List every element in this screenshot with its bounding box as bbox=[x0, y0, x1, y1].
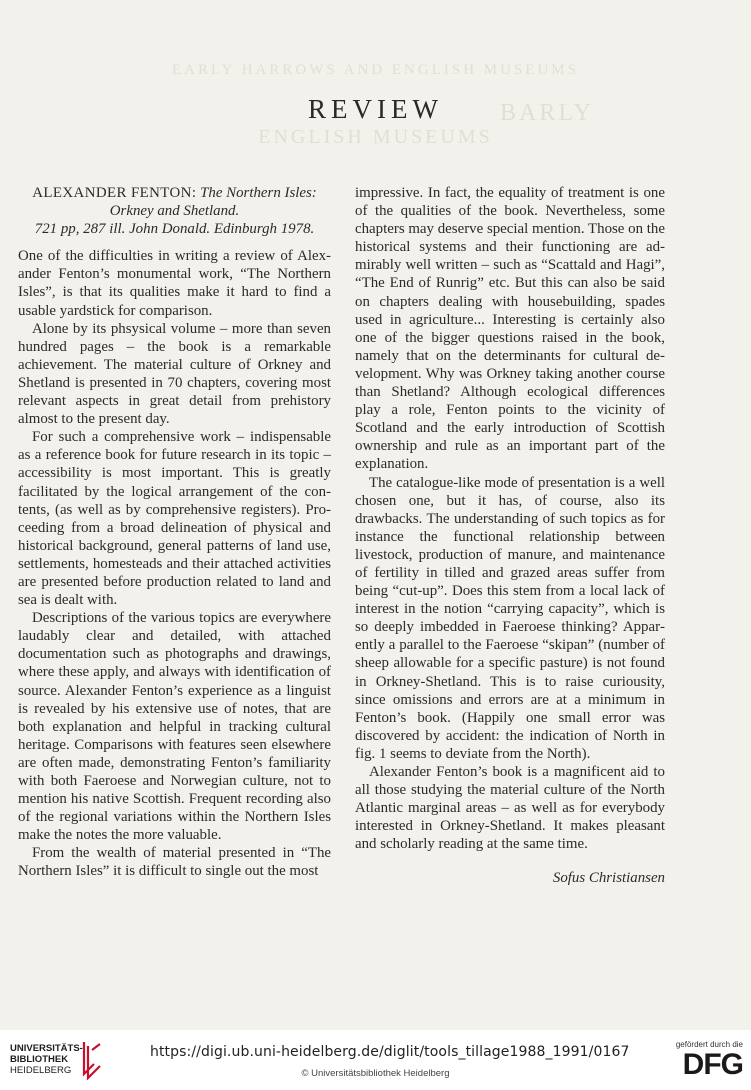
funding-note: gefördert durch die bbox=[675, 1040, 743, 1049]
show-through-text: EARLY HARROWS AND ENGLISH MUSEUMS bbox=[172, 62, 579, 78]
show-through-text: ENGLISH MUSEUMS bbox=[258, 126, 493, 148]
citation-details: 721 pp, 287 ill. John Donald. Edinburgh 1978. bbox=[34, 221, 315, 238]
library-name-line: UNIVERSITÄTS- bbox=[10, 1043, 83, 1054]
paragraph: One of the difficulties in writing a review of Alexander Fenton’s monumental work, “The Northern Isles”, is that its qualities make it hard to find a usable yardstick for comparison. bbox=[18, 248, 331, 319]
paragraph: The catalogue-like mode of presentation is a well chosen one, but it has, of course, also its drawbacks. The understanding of such topics as for instance the functional relationship between livestock, production of manure, and maintenance of fertility in tilled and grazed areas suffer from being “cut-up”. Does this stem from a local lack of interest in the notion “carrying capacity”, which is so deeply imbedded in Faeroese thinking? Apparently a parallel to the Faeroese “skipan” (number of sheep allowable for a specific pasture) is not found in Orkney-Shetland. This is to raise curiousity, since omissions and errors are at a minimum in Fenton’s book. (Happily one small error was discovered by accident: the indication of North in fig. 1 seems to deviate from the North). bbox=[355, 474, 665, 762]
copyright-notice: © Universitätsbibliothek Heidelberg bbox=[301, 1068, 450, 1079]
paragraph: Descriptions of the various topics are everywhere laudably clear and detailed, with attached documentation such as photographs and drawings, where these apply, and always with identification of source. Alexander Fenton’s experience as a linguist is revealed by his extensive use of notes, that are both explanation and helpful in tracking cultural heritage. Comparisons with features seen elsewhere are often made, demonstrating Fenton’s familiarity with both Faeroese and Norwegian culture, not to mention his native Scottish. Frequent recording also of the regional variations within the Northern Isles make the notes the more valuable. bbox=[18, 610, 331, 844]
paragraph: For such a comprehensive work – indispensable as a reference book for future research in its topic – accessibility is most important. This is greatly facilitated by the logical arrangement of the contents, (as well as by comprehensive registers). Proceeding from a broad delineation of physical and historical background, general patterns of land use, settlements, homesteads and their attached activities are presented before production related to land and sea is dealt with. bbox=[18, 429, 331, 609]
left-column bbox=[18, 184, 331, 881]
viewer-footer bbox=[0, 1030, 751, 1090]
citation-author: ALEXANDER FENTON: bbox=[32, 185, 197, 201]
library-name-line: HEIDELBERG bbox=[10, 1065, 72, 1076]
citation-subtitle: Orkney and Shetland. bbox=[109, 203, 240, 220]
paragraph: Alone by its phsysical volume – more than seven hundred pages – the book is a remarkable achievement. The material culture of Orkney and Shetland is presented in 70 chapters, covering most relevant aspects in great detail from prehistory almost to the present day. bbox=[18, 320, 331, 428]
book-citation bbox=[18, 184, 331, 238]
right-column bbox=[355, 184, 665, 888]
dfg-logo-text: DFG bbox=[682, 1048, 743, 1081]
paragraph: impressive. In fact, the equality of treatment is one of the qualities of the book. Nevertheless, some chapters may deserve special mention. Those on the historical systems and their functioning are admirably well written – such as “Scattald and Hagi”, “The End of Runrig” etc. But this can also be said on chapters dealing with housebuilding, spades used in agriculture... Interesting is certainly also one of the bigger questions raised in the book, namely that on the determinants for cultural development. Why was Orkney taking another course than Shetland? Although ecological differences play a role, Fenton points to the vicinity of Scotland and the early introduction of Scottish ownership and rule as an important part of the explanation. bbox=[355, 185, 665, 473]
reviewer-signature: Sofus Christiansen bbox=[552, 870, 665, 887]
funder-logo[interactable] bbox=[663, 1040, 743, 1081]
page-title: REVIEW bbox=[308, 94, 443, 124]
citation-title: The Northern Isles: bbox=[200, 185, 317, 201]
paragraph: From the wealth of material presented in “The Northern Isles” it is difficult to single out the most bbox=[18, 845, 331, 880]
library-name-line: BIBLIOTHEK bbox=[10, 1054, 69, 1065]
show-through-text: BARLY bbox=[500, 100, 594, 126]
paragraph: Alexander Fenton’s book is a magnificent aid to all those studying the material culture of the North Atlantic marginal areas – as well as for everybody interested in Orkney-Shetland. It makes pleasant and scholarly reading at the same time. bbox=[355, 764, 665, 853]
permalink-url[interactable]: https://digi.ub.uni-heidelberg.de/diglit/tools_tillage1988_1991/0167 bbox=[150, 1044, 630, 1060]
